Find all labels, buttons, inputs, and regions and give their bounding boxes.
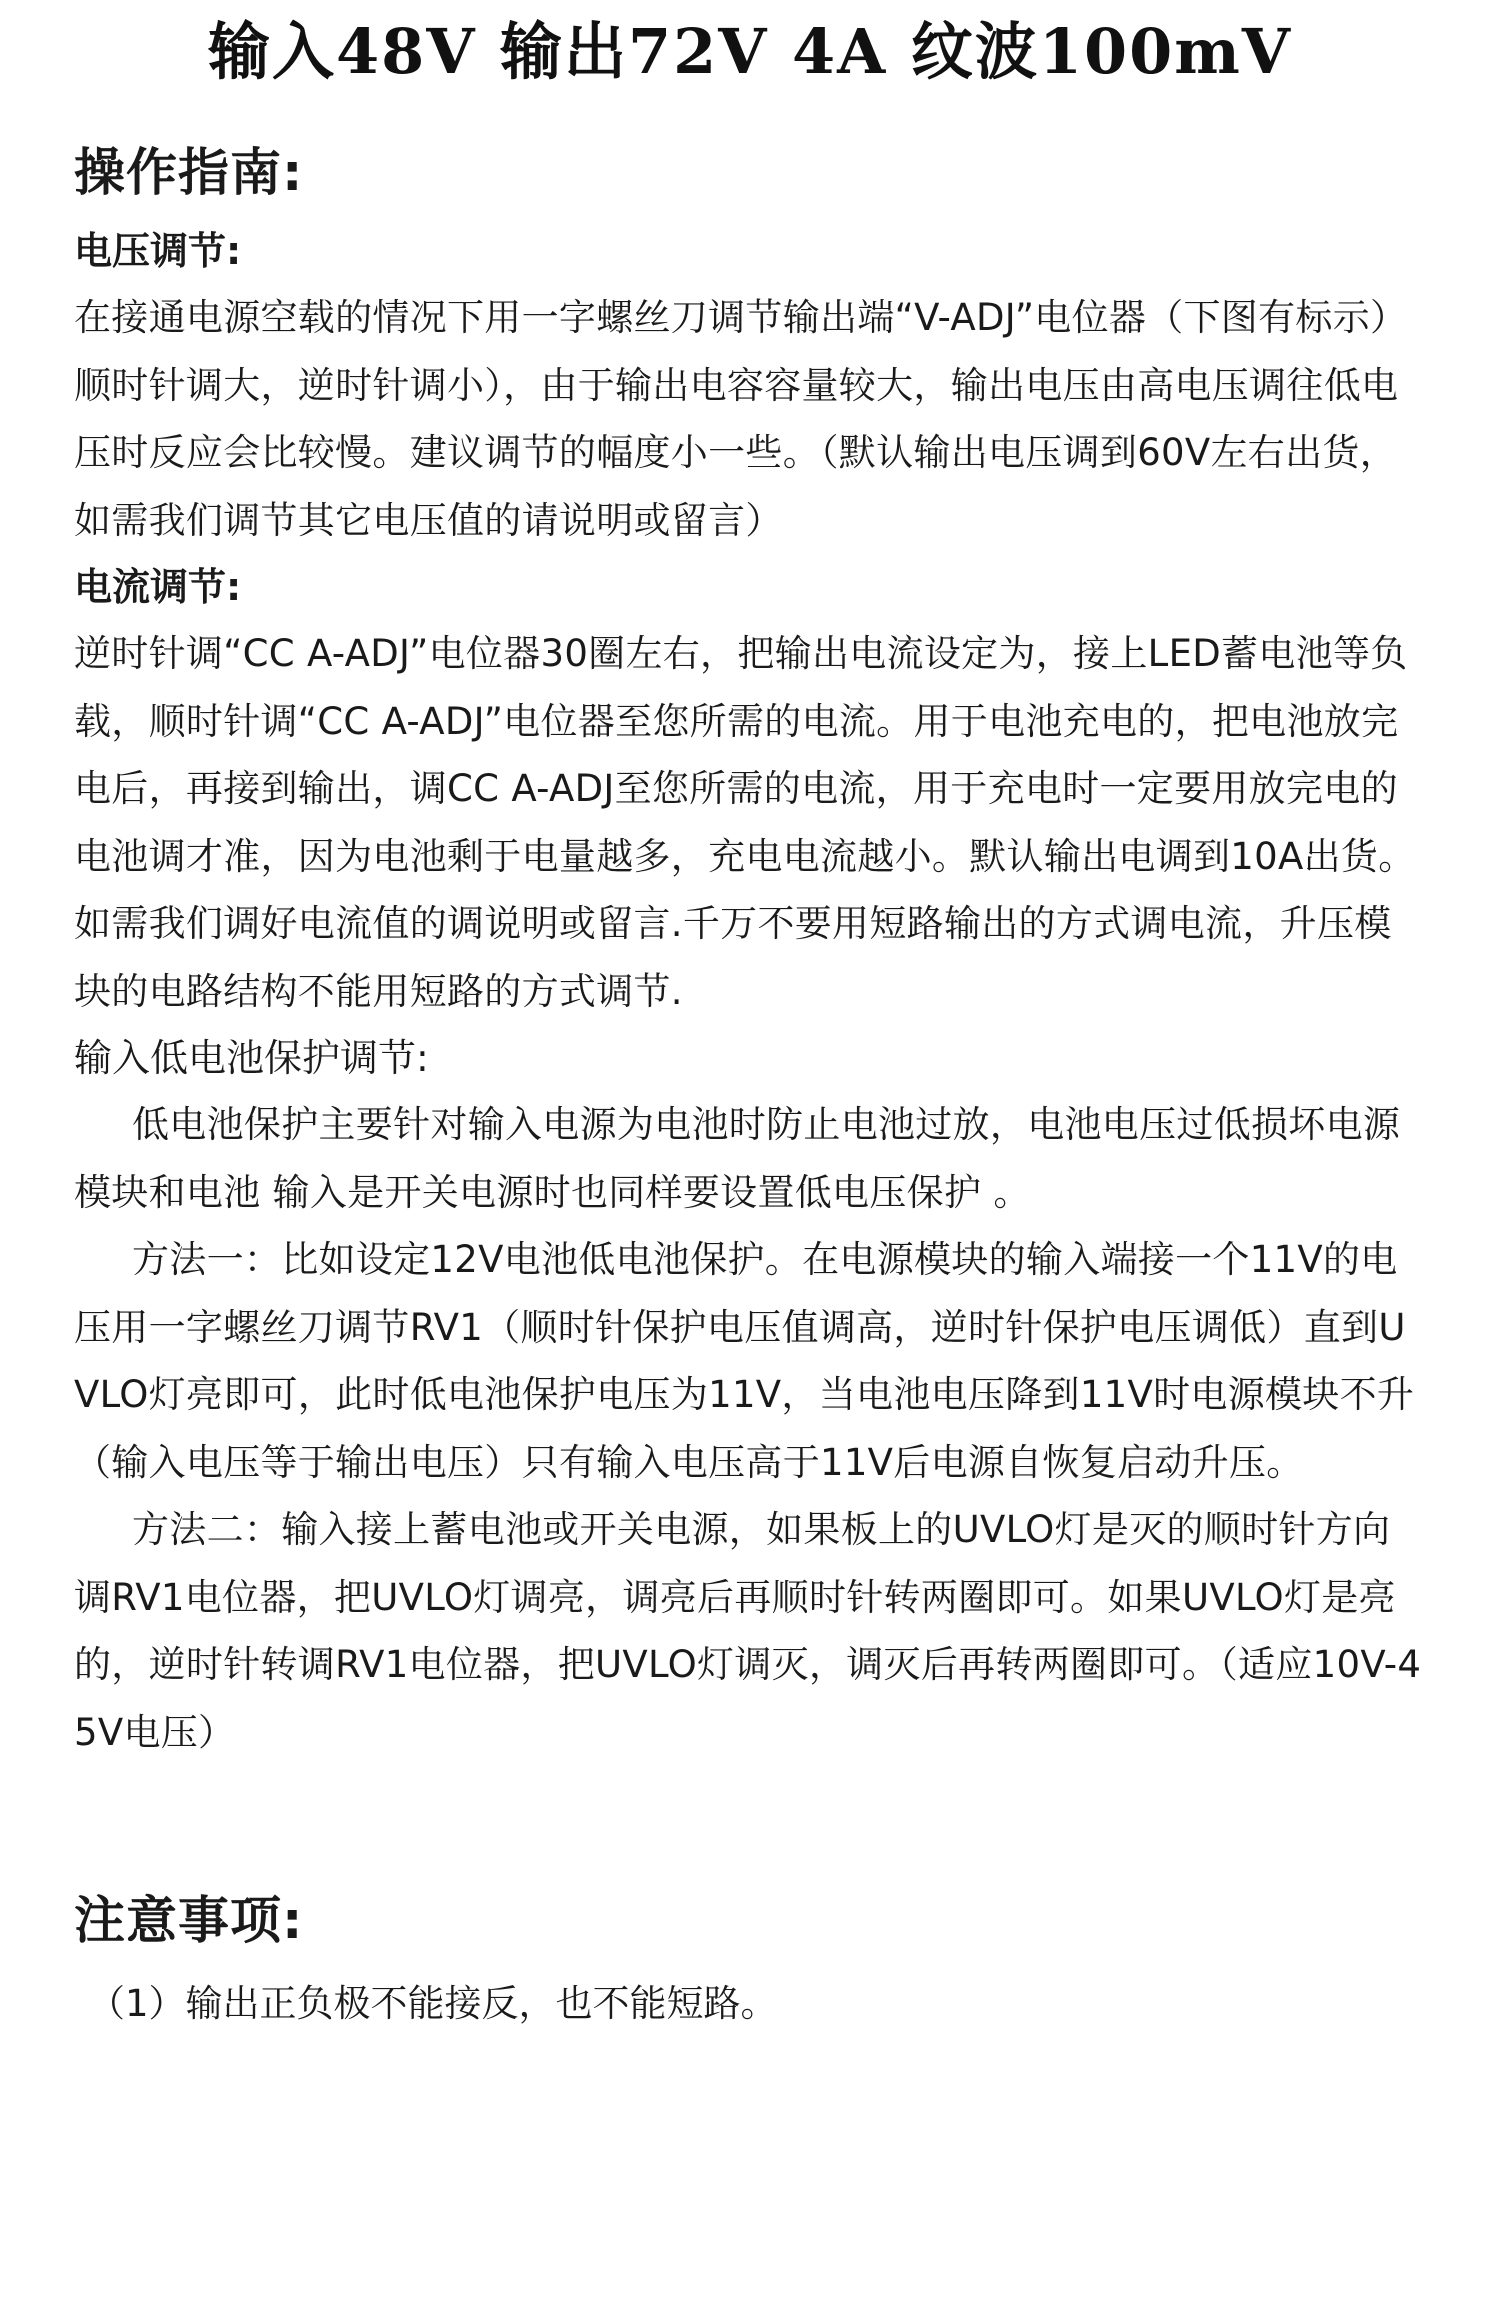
- current-text: 逆时针调“CC A-ADJ”电位器30圈左右，把输出电流设定为，接上LED蓄电池等负载，顺时针调“CC A-ADJ”电位器至您所需的电流。用于电池充电的，把电池放完电后，再接到输出，调CC A-ADJ至您所需的电流，用于充电时一定要用放完电的电池调才准，因为电池剩于电量越多，充电电流越小。默认输出电调到10A出货。如需我们调好电流值的调说明或留言.千万不要用短路输出的方式调电流，升压模块的电路结构不能用短路的方式调节.: [74, 632, 1416, 1013]
- voltage-text: 在接通电源空载的情况下用一字螺丝刀调节输出端“V-ADJ”电位器（下图有标示）顺时针调大，逆时针调小），由于输出电容容量较大，输出电压由高电压调往低电压时反应会比较慢。建议调节的幅度小一些。（默认输出电压调到60V左右出货，如需我们调节其它电压值的请说明或留言）: [74, 296, 1408, 542]
- notes-section: [74, 1884, 1426, 2038]
- current-section: [74, 554, 1426, 1025]
- low-battery-heading: 输入低电池保护调节:: [74, 1036, 429, 1080]
- spec-banner: 输入48V 输出72V 4A 纹波100mV: [208, 15, 1292, 88]
- note-item: （1）输出正负极不能接反，也不能短路。: [88, 1982, 778, 2025]
- instruction-content: [74, 136, 1426, 2038]
- voltage-section: [74, 218, 1426, 554]
- guide-heading: 操作指南:: [74, 144, 304, 203]
- low-battery-intro: 低电池保护主要针对输入电源为电池时防止电池过放，电池电压过低损坏电源模块和电池 输入是开关电源时也同样要设置低电压保护 。: [74, 1103, 1401, 1214]
- voltage-heading: 电压调节:: [74, 229, 242, 273]
- low-battery-section: [74, 1025, 1426, 1766]
- method-one-text: 方法一：比如设定12V电池低电池保护。在电源模块的输入端接一个11V的电压用一字螺丝刀调节RV1（顺时针保护电压值调高，逆时针保护电压调低）直到UVLO灯亮即可，此时低电池保护电压为11V，当电池电压降到11V时电源模块不升（输入电压等于输出电压）只有输入电压高于11V后电源自恢复启动升压。: [74, 1238, 1415, 1484]
- notes-heading: 注意事项:: [74, 1892, 304, 1951]
- method-two-text: 方法二：输入接上蓄电池或开关电源，如果板上的UVLO灯是灭的顺时针方向调RV1电位器，把UVLO灯调亮，调亮后再顺时针转两圈即可。如果UVLO灯是亮的，逆时针转调RV1电位器，把UVLO灯调灭，调灭后再转两圈即可。（适应10V-45V电压）: [74, 1508, 1422, 1754]
- current-heading: 电流调节:: [74, 565, 242, 609]
